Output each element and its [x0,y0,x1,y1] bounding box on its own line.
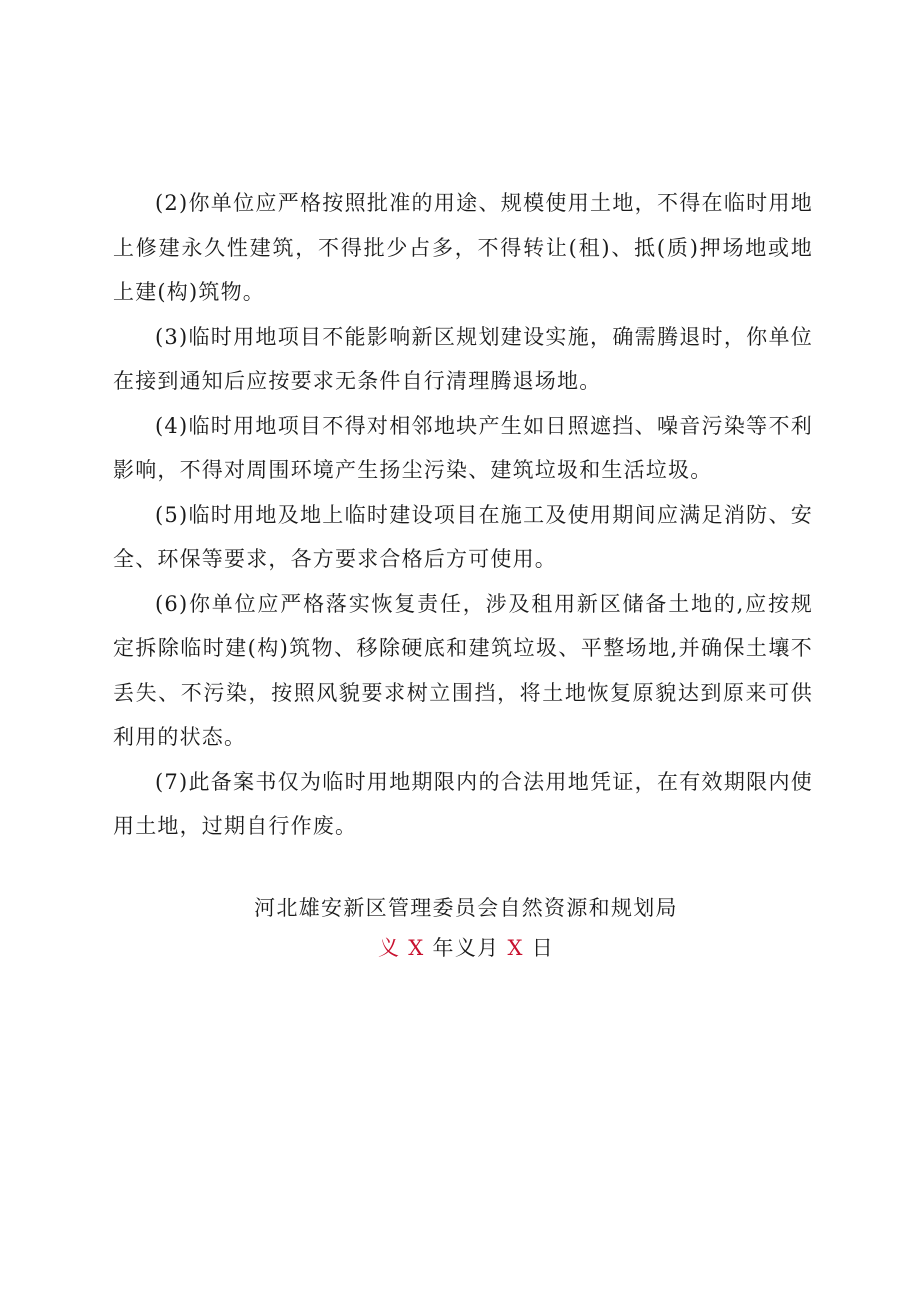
clause-2: (2)你单位应严格按照批准的用途、规模使用土地，不得在临时用地上修建永久性建筑，不得批少占多，不得转让(租)、抵(质)押场地或地上建(构)筑物。 [113,191,813,304]
clause-4: (4)临时用地项目不得对相邻地块产生如日照遮挡、噪音污染等不利影响，不得对周围环境产生扬尘污染、建筑垃圾和生活垃圾。 [113,413,813,482]
clause-5: (5)临时用地及地上临时建设项目在施工及使用期间应满足消防、安全、环保等要求，各方要求合格后方可使用。 [113,502,813,571]
date-mark-2: X [408,936,425,960]
clause-list [113,181,813,849]
signature-block [0,888,920,968]
clause-7: (7)此备案书仅为临时用地期限内的合法用地凭证，在有效期限内使用土地，过期自行作废。 [113,769,813,838]
clause-6: (6)你单位应严格落实恢复责任，涉及租用新区储备土地的,应按规定拆除临时建(构)筑物、移除硬底和建筑垃圾、平整场地,并确保土壤不丢失、不污染，按照风貌要求树立围挡，将土地恢复原貌达到原来可供利用的状态。 [113,591,813,749]
date-day: 日 [531,936,554,960]
date-mark-3: X [507,936,524,960]
clause-3: (3)临时用地项目不能影响新区规划建设实施，确需腾退时，你单位在接到通知后应按要求无条件自行清理腾退场地。 [113,324,813,393]
date-year-month: 年义月 [432,936,500,960]
date-mark-1: 义 [378,936,401,960]
issuing-organization: 河北雄安新区管理委员会自然资源和规划局 [254,896,678,920]
issue-date [0,928,920,968]
